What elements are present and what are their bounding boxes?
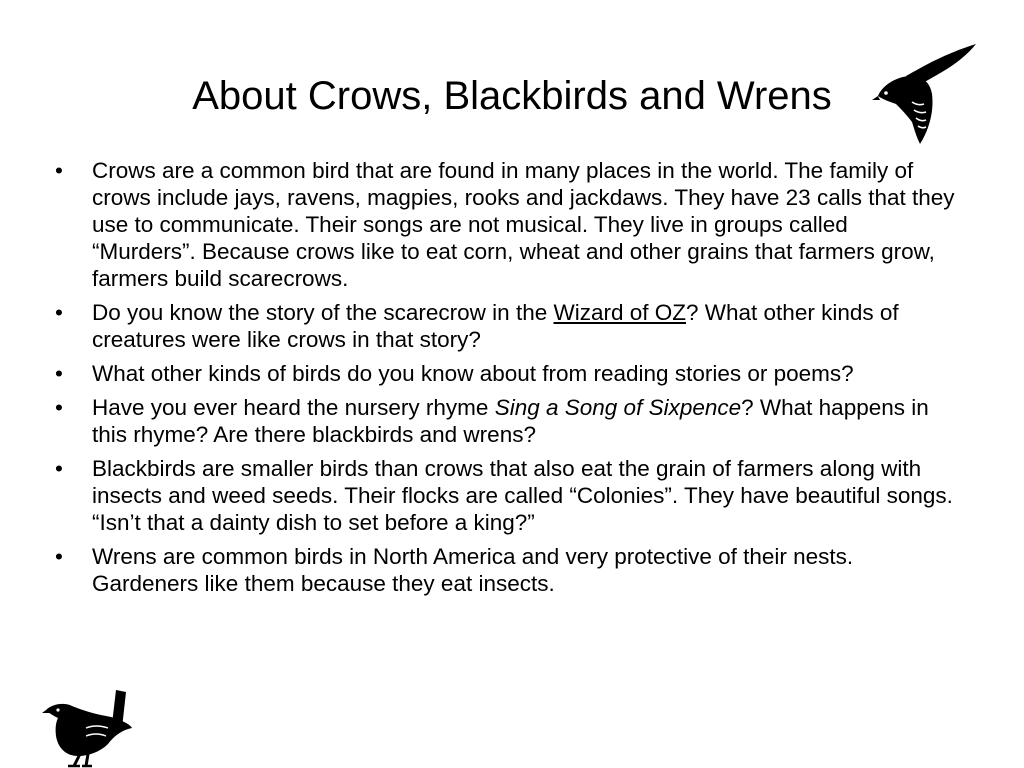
list-item <box>55 299 955 353</box>
bullet-text: Blackbirds are smaller birds than crows that also eat the grain of farmers along with insects and weed seeds. Their flocks are called “Colonies”. They have beautiful songs. “Isn’t that a dainty dish to set before a king?” <box>92 456 953 535</box>
list-item <box>55 157 955 292</box>
bullet-text: Have you ever heard the nursery rhyme <box>92 395 495 420</box>
bullet-text: ? What happens in this rhyme? Are there blackbirds and wrens? <box>92 395 929 447</box>
bullet-text: Crows are a common bird that are found in many places in the world. The family of crows include jays, ravens, magpies, rooks and jackdaws. They have 23 calls that they use to communicate. Their songs are not musical. They live in groups called “Murders”. Because crows like to eat corn, wheat and other grains that farmers grow, farmers build scarecrows. <box>92 158 955 291</box>
perched-bird-icon <box>42 688 138 768</box>
list-item <box>55 543 955 597</box>
flying-bird-icon <box>872 40 980 152</box>
list-item <box>55 455 955 536</box>
slide-title: About Crows, Blackbirds and Wrens <box>192 74 832 118</box>
bullet-text: Do you know the story of the scarecrow in the <box>92 300 554 325</box>
bullet-icon: • <box>55 544 63 569</box>
bullet-text: Wrens are common birds in North America and very protective of their nests. Gardeners like them because they eat insects. <box>92 544 854 596</box>
bullet-text: What other kinds of birds do you know about from reading stories or poems? <box>92 361 854 386</box>
bullet-icon: • <box>55 361 63 386</box>
bullet-icon: • <box>55 395 63 420</box>
bullet-icon: • <box>55 456 63 481</box>
rhyme-title: Sing a Song of Sixpence <box>494 395 742 420</box>
bullet-list <box>55 157 955 604</box>
bullet-icon: • <box>55 300 63 325</box>
bullet-text: ? What other kinds of creatures were like crows in that story? <box>92 300 899 352</box>
list-item <box>55 394 955 448</box>
list-item <box>55 360 955 387</box>
wizard-of-oz-link[interactable]: Wizard of OZ <box>553 300 687 325</box>
bullet-icon: • <box>55 158 63 183</box>
